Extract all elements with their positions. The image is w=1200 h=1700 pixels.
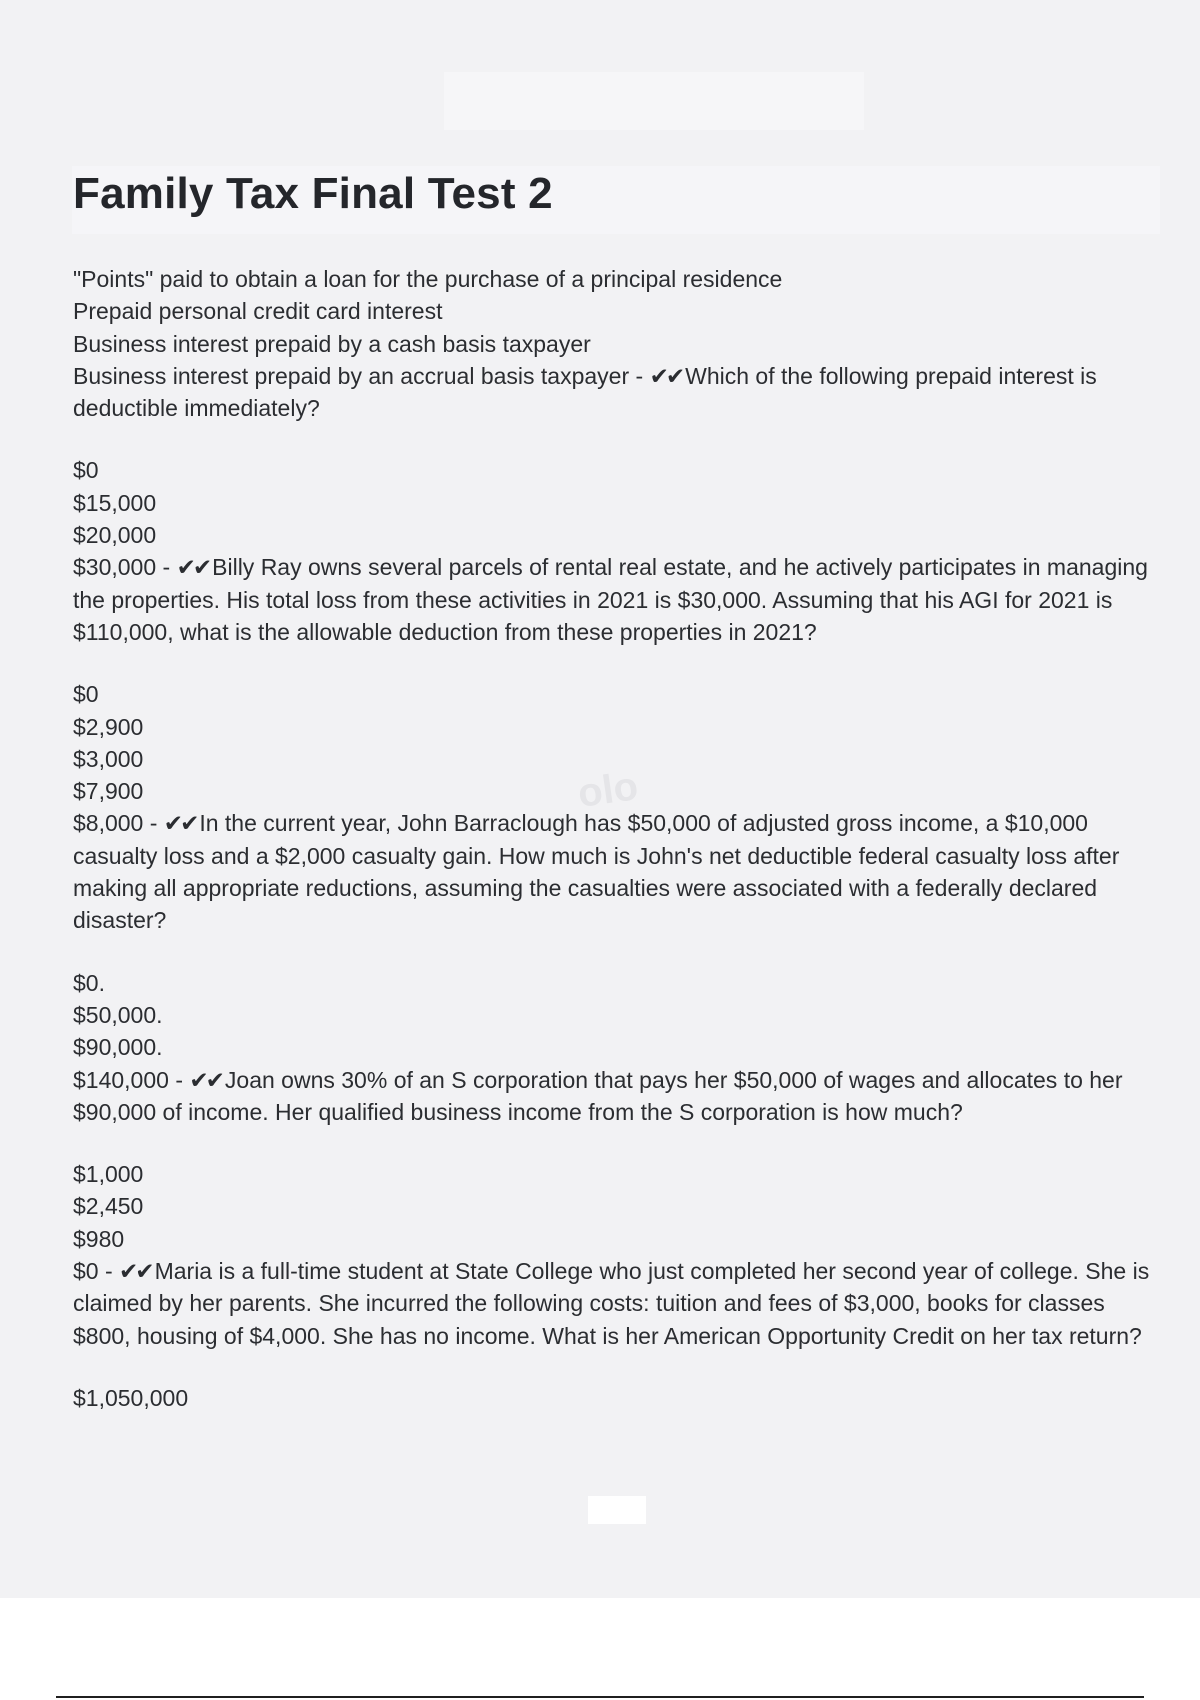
answer-text: $30,000 - bbox=[73, 554, 177, 581]
option-line: $0 bbox=[73, 457, 99, 484]
watermark: olo bbox=[575, 764, 641, 816]
question-text: Which of the following prepaid interest is deductible immediately? bbox=[73, 362, 1097, 422]
page-title: Family Tax Final Test 2 bbox=[73, 169, 553, 218]
question-block-3 bbox=[73, 678, 1163, 936]
option-line: "Points" paid to obtain a loan for the purchase of a principal residence bbox=[73, 266, 783, 292]
option-line: $0 bbox=[73, 681, 99, 708]
option-line: $2,900 bbox=[73, 713, 144, 740]
answer-text: $8,000 - bbox=[73, 810, 164, 837]
option-line: $1,050,000 bbox=[73, 1384, 189, 1411]
double-check-icon: ✔✔ bbox=[176, 554, 210, 581]
double-check-icon: ✔✔ bbox=[189, 1066, 222, 1093]
option-line: $980 bbox=[73, 1225, 125, 1252]
answer-text: $0 - bbox=[73, 1258, 120, 1285]
answer-question-line bbox=[73, 807, 1163, 936]
answer-question-line bbox=[73, 551, 1163, 648]
answer-question-line bbox=[73, 1064, 1163, 1129]
answer-text: Business interest prepaid by an accrual basis taxpayer - bbox=[73, 362, 650, 389]
question-block-2 bbox=[73, 454, 1163, 648]
footer-blank-area bbox=[588, 1496, 646, 1524]
question-block-5 bbox=[73, 1158, 1163, 1352]
option-line: $1,000 bbox=[73, 1161, 144, 1188]
option-line: $0. bbox=[73, 969, 105, 996]
option-line: $15,000 bbox=[73, 489, 157, 516]
question-text: Maria is a full-time student at State College who just completed her second year of college. She is claimed by her parents. She incurred the following costs: tuition and fees of $3,000, books for classes $800, housing of $4,000. She has no income. What is her American Opportunity Credit on her tax return? bbox=[73, 1258, 1150, 1349]
option-line: $90,000. bbox=[73, 1034, 163, 1061]
answer-text: $140,000 - bbox=[73, 1066, 190, 1093]
option-line: $3,000 bbox=[73, 745, 144, 772]
question-text: Billy Ray owns several parcels of rental real estate, and he actively participates in managing the properties. His total loss from these activities in 2021 is $30,000. Assuming that his AGI for 2021 is $110,000, what is the allowable deduction from these properties in 2021? bbox=[73, 554, 1148, 645]
answer-question-line bbox=[73, 360, 1163, 425]
double-check-icon: ✔✔ bbox=[649, 362, 683, 389]
bottom-divider bbox=[56, 1696, 1144, 1698]
document-body bbox=[73, 263, 1163, 1444]
option-line: $20,000 bbox=[73, 522, 157, 549]
question-block-1 bbox=[73, 263, 1163, 424]
option-line: $50,000. bbox=[73, 1001, 163, 1028]
header-blank-area bbox=[444, 72, 864, 130]
double-check-icon: ✔✔ bbox=[119, 1258, 152, 1285]
option-line: Prepaid personal credit card interest bbox=[73, 298, 443, 325]
option-line: Business interest prepaid by a cash basis taxpayer bbox=[73, 330, 591, 357]
option-line: $7,900 bbox=[73, 778, 144, 805]
answer-question-line bbox=[73, 1255, 1163, 1352]
question-block-4 bbox=[73, 967, 1163, 1128]
option-line: $2,450 bbox=[73, 1193, 144, 1220]
question-text: In the current year, John Barraclough has $50,000 of adjusted gross income, a $10,000 casualty loss and a $2,000 casualty gain. How much is John's net deductible federal casualty loss after making all appropriate reductions, assuming the casualties were associated with a federally declared disaster? bbox=[73, 810, 1120, 934]
question-block-6 bbox=[73, 1382, 1163, 1414]
question-text: Joan owns 30% of an S corporation that pays her $50,000 of wages and allocates to her $90,000 of income. Her qualified business income from the S corporation is how much? bbox=[73, 1066, 1123, 1125]
double-check-icon: ✔✔ bbox=[163, 810, 197, 837]
